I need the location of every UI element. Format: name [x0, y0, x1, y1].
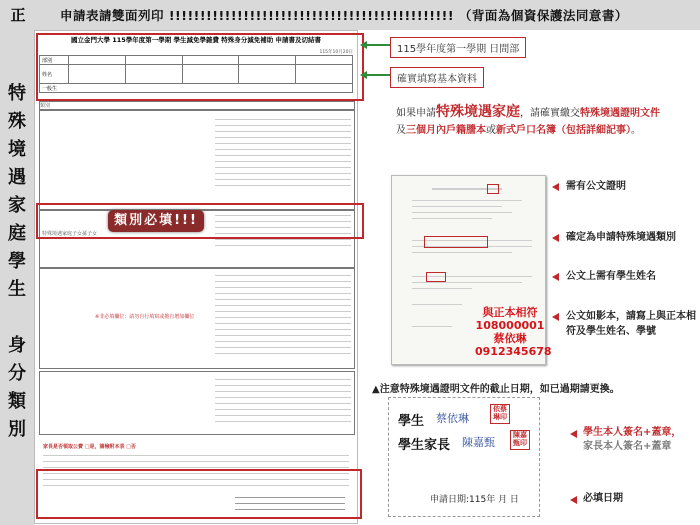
doc-note-2: 確定為申請特殊境遇類別: [566, 232, 676, 243]
sign-note-1: 學生本人簽名+蓋章，: [583, 427, 682, 438]
category-required-stamp: 類別必填!!!: [108, 210, 204, 232]
semester-annotation: 115學年度第一學期 日間部: [390, 37, 526, 58]
doc-note-3: 公文上需有學生姓名: [566, 271, 656, 282]
parent-stamp: 陳嘉甄印: [510, 430, 530, 450]
doc-note-1: 需有公文證明: [566, 181, 626, 192]
form-code: 115年10月20日: [319, 50, 353, 55]
side-title: [2, 80, 32, 444]
side-title-char: 殊: [8, 111, 26, 132]
side-title-char: 學: [8, 251, 26, 272]
category-text-1: [215, 119, 351, 191]
label-name: 姓名: [40, 65, 69, 84]
form-heading: 國立金門大學 115學年度第一學期 學生減免學雜費 特殊身分減免補助 申請書及切結書: [70, 36, 322, 44]
side-title-char: 別: [8, 419, 26, 440]
print-notice: 申請表請雙面列印 !!!!!!!!!!!!!!!!!!!!!!!!!!!!!!!!!!!!!!!!!!!!!! （背面為個資保護法同意書）: [60, 8, 628, 23]
application-form: [34, 30, 358, 524]
side-title-char: 生: [8, 279, 26, 300]
application-date: 申請日期:115年 月 日: [430, 495, 519, 505]
signature-highlight: [36, 469, 362, 519]
side-title-char: 特: [8, 83, 26, 104]
side-title-char: 分: [8, 363, 26, 384]
parent-signature: 陳嘉甄: [462, 436, 495, 449]
student-stamp: 依蔡琳印: [490, 404, 510, 424]
special-family-note: 如果申請特殊境遇家庭，請確實繳交特殊境遇證明文件 及三個月內戶籍謄本或新式戶口名簿（包括詳細記事）。: [396, 104, 660, 136]
side-title-char: 遇: [8, 167, 26, 188]
arrow-line-semester: [364, 44, 390, 46]
form-reminder: ※非必填欄位：請勿自行填寫或擅自增加欄位: [95, 314, 195, 320]
sign-note-2: 家長本人簽名+蓋章: [583, 441, 672, 452]
basic-info-highlight: [36, 33, 364, 101]
pointer-icon: [570, 430, 577, 438]
side-title-char: 家: [8, 195, 26, 216]
side-title-char: 境: [8, 139, 26, 160]
arrow-left-icon: [360, 41, 367, 49]
doc-note-4: 公文如影本，請寫上與正本相符及學生姓名、學號: [566, 311, 696, 337]
category-text-2: [215, 275, 351, 359]
arrow-line-basic: [364, 74, 390, 76]
deadline-warning: ▲注意特殊境遇證明文件的截止日期，如已過期請更換。: [372, 384, 620, 395]
date-required-note: 必填日期: [583, 493, 623, 504]
side-title-char: [2, 304, 32, 332]
basic-info-annotation: 確實填寫基本資料: [390, 67, 484, 88]
side-title-char: 類: [8, 391, 26, 412]
parent-label: 學生家長: [398, 438, 451, 453]
pointer-icon: [570, 496, 577, 504]
special-family-label: 特殊境遇家庭子女孫子女: [42, 231, 98, 237]
pointer-icon: [552, 273, 559, 281]
side-title-char: 身: [8, 335, 26, 356]
arrow-left-icon: [360, 71, 367, 79]
pointer-icon: [552, 234, 559, 242]
notarized-stamp: 與正本相符 108000001 蔡依琳 0912345678: [475, 306, 552, 358]
front-side-tag: 正: [10, 6, 26, 24]
student-signature: 蔡依琳: [436, 412, 469, 425]
label-division: 部別: [40, 56, 69, 65]
pointer-icon: [552, 313, 559, 321]
income-text: [215, 379, 351, 427]
category-label: 類別: [40, 103, 51, 109]
pointer-icon: [552, 183, 559, 191]
side-title-char: 庭: [8, 223, 26, 244]
bank-note: 家長是否領取公費 □是，請檢附本表 □否: [43, 444, 136, 450]
student-label: 學生: [398, 414, 425, 429]
label-general: 一般生: [40, 84, 353, 93]
